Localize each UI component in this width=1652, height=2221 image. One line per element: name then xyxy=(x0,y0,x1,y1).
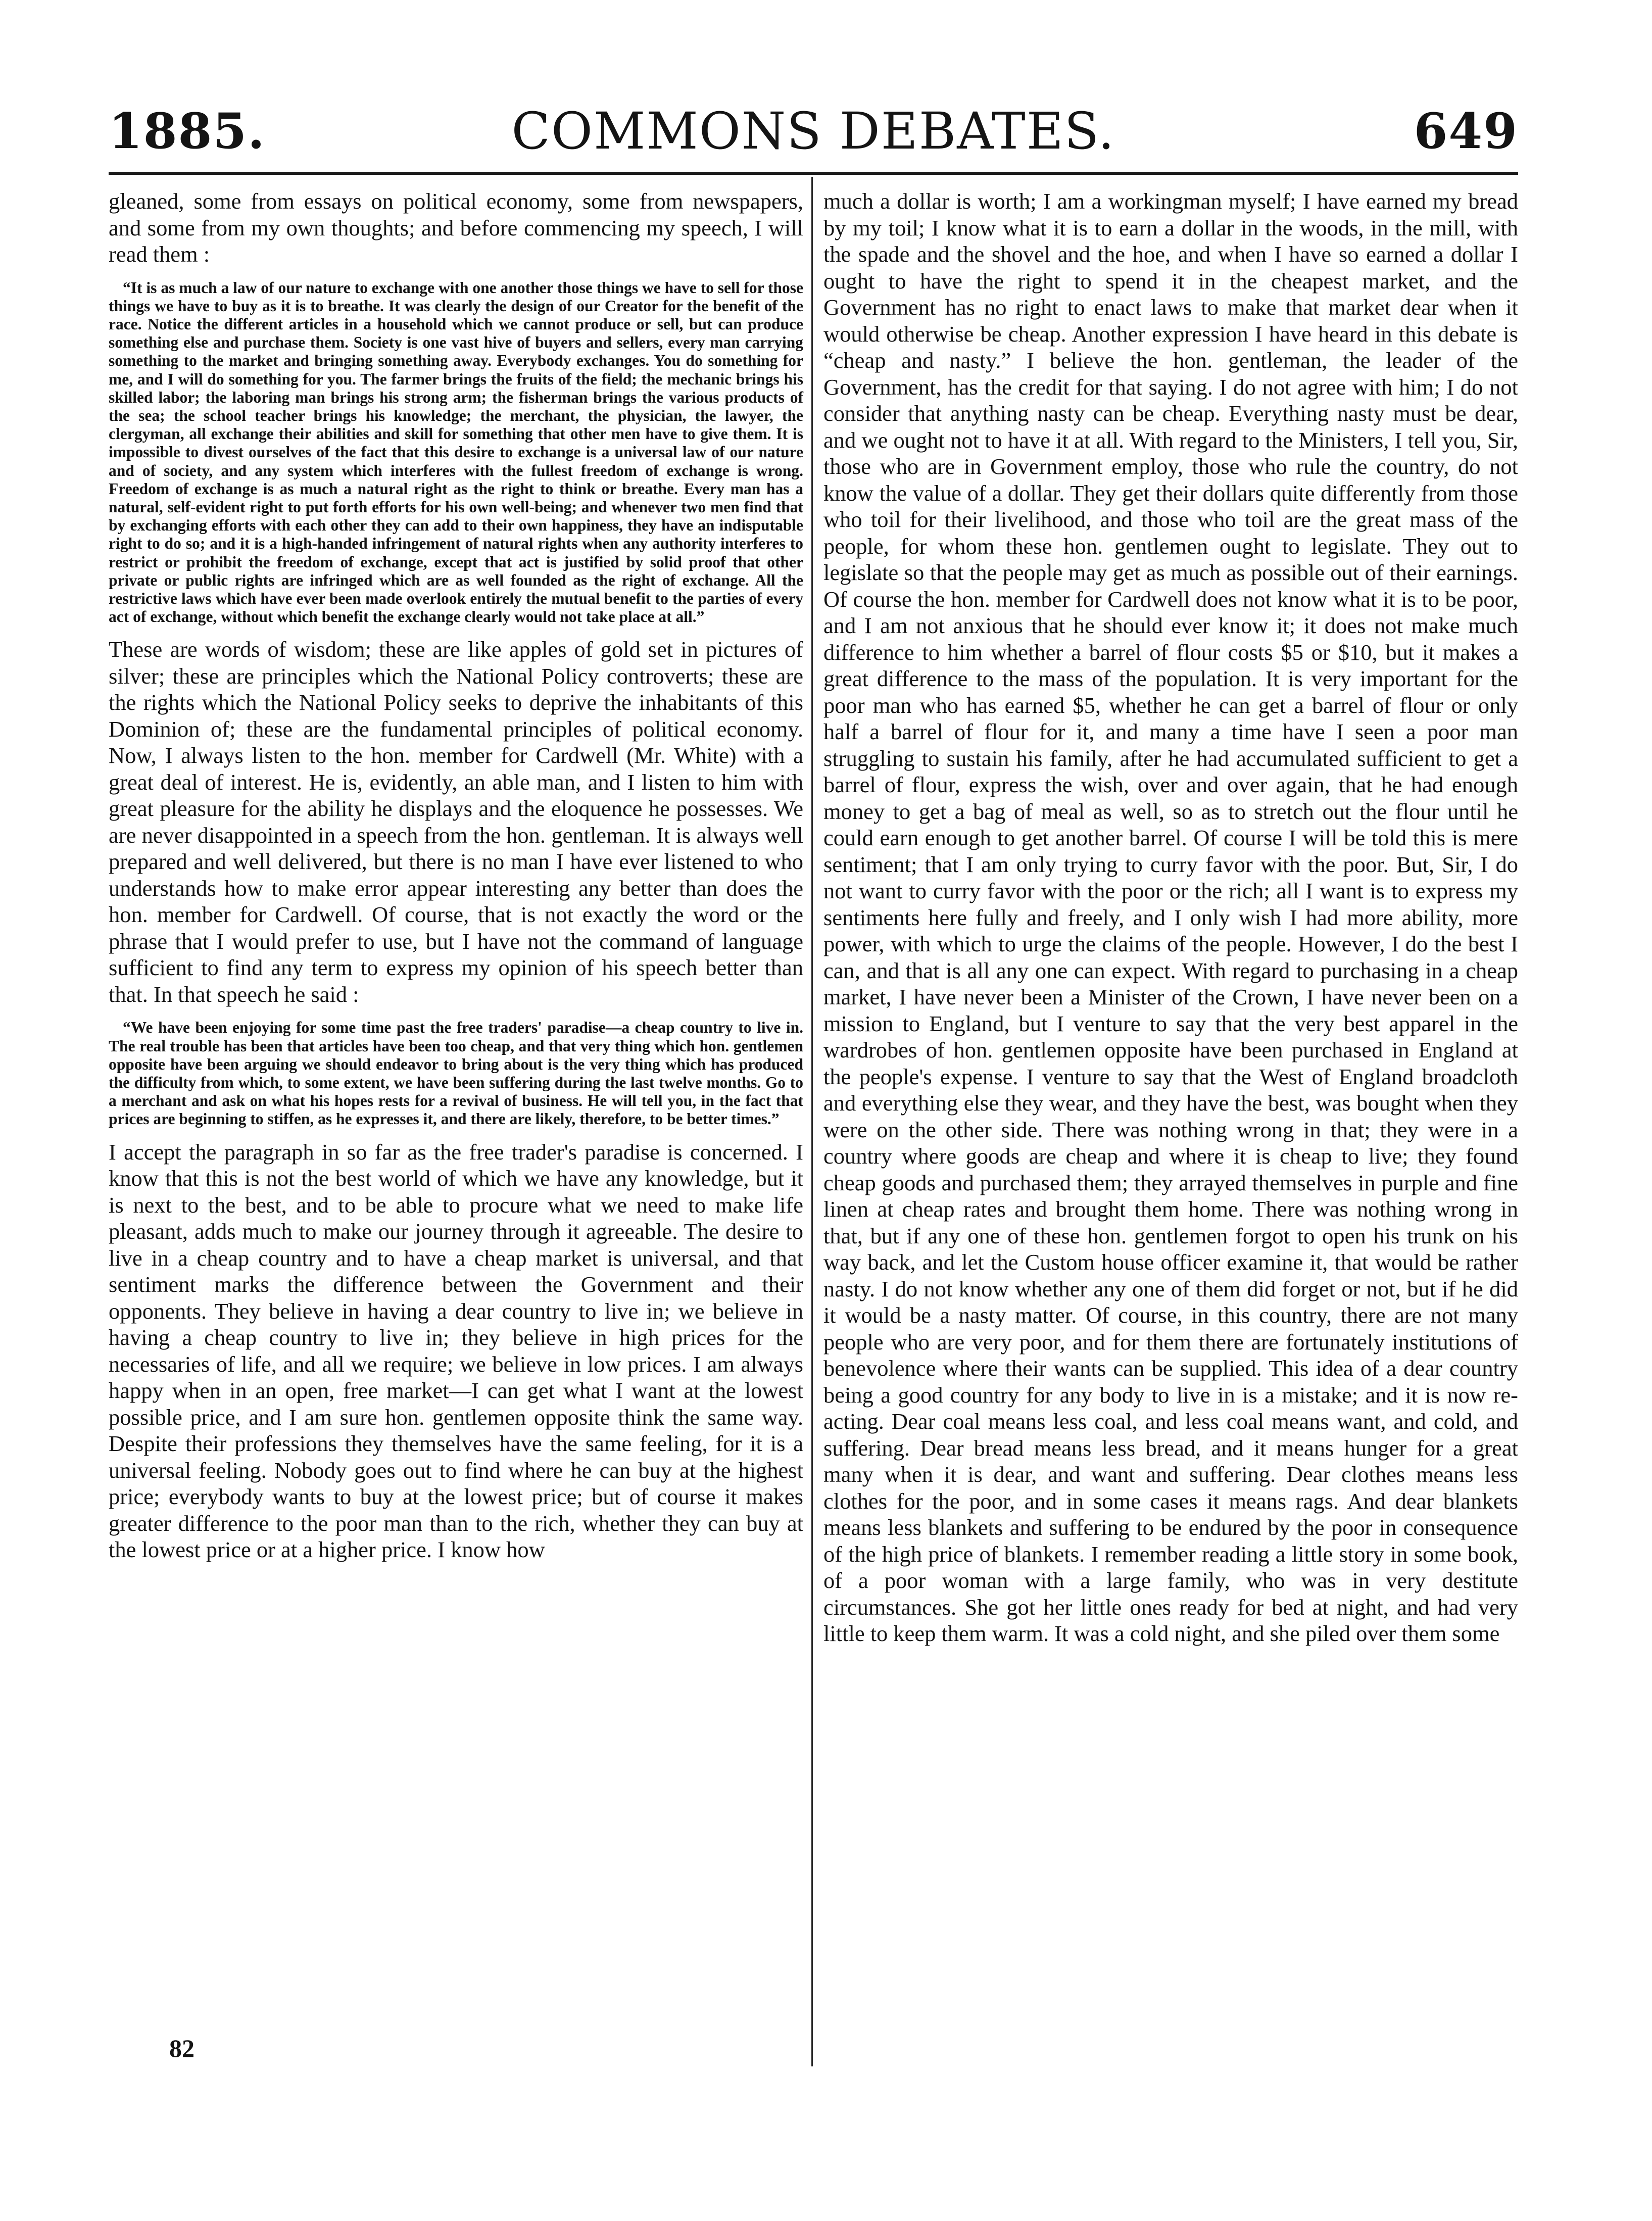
left-quote-1: “It is as much a law of our nature to exchange with one another those things we have to sell for those things we have to buy as it is to breathe. It was clearly the design of our Creator for the benefit of the race. Notice the different articles in a household which we cannot produce or sell, but can produce something else and purchase them. Society is one vast hive of buyers and sellers, every man carrying something to the market and bringing something away. Everybody exchanges. You do something for me, and I will do something for you. The farmer brings the fruits of the field; the mechanic brings his skilled labor; the laboring man brings his strong arm; the fisherman brings the various products of the sea; the school teacher brings his knowledge; the merchant, the physician, the lawyer, the clergyman, all exchange their abilities and skill for something that other men have to give them. It is impossible to divest ourselves of the fact that this desire to exchange is a universal law of our nature and of society, and any system which interferes with the fullest freedom of exchange is wrong. Freedom of exchange is as much a natural right as the right to think or breathe. Every man has a natural, self-evident right to put forth efforts for his own well-being; and whenever two men find that by exchanging efforts with each other they can add to their own happiness, they have an indisputable right to do so; and it is a high-handed infringement of natural rights when any authority interferes to restrict or prohibit the freedom of exchange, except that act is justified by solid proof that other private or public rights are infringed which are as well founded as the right of exchange. All the restrictive laws which have ever been made overlook entirely the mutual benefit to the parties of every act of exchange, without which benefit the exchange clearly would not take place at all.” xyxy=(109,278,803,626)
right-column xyxy=(823,188,1518,1647)
left-column xyxy=(109,188,803,1563)
right-paragraph-1: much a dollar is worth; I am a workingman myself; I have earned my bread by my toil; I know what it is to earn a dollar in the woods, in the mill, with the spade and the shovel and the hoe, and when I have so earned a dollar I ought to have the right to spend it in the cheapest market, and the Government has no right to enact laws to make that market dear when it would otherwise be cheap. Another expression I have heard in this debate is “cheap and nasty.” I believe the hon. gentleman, the leader of the Government, has the credit for that saying. I do not agree with him; I do not consider that anything nasty can be cheap. Everything nasty must be dear, and we ought not to have it at all. With regard to the Ministers, I tell you, Sir, those who are in Government employ, those who rule the country, do not know the value of a dollar. They get their dollars quite differently from those who toil for their livelihood, and those who toil are the great mass of the people, for whom these hon. gentlemen ought to legislate. They out to legislate so that the people may get as much as possible out of their earnings. Of course the hon. member for Cardwell does not know what it is to be poor, and I am not anxious that he should ever know it; it does not make much difference to him whether a barrel of flour costs $5 or $10, but it makes a great difference to the mass of the population. It is very important for the poor man who has earned $5, whether he can get a barrel of flour or only half a barrel of flour for it, and many a time have I seen a poor man struggling to sustain his family, after he had accumulated sufficient to get a barrel of flour, express the wish, over and over again, that he had enough money to get a bag of meal as well, so as to stretch out the flour until he could earn enough to get another barrel. Of course I will be told this is mere sentiment; that I am only trying to curry favor with the poor. But, Sir, I do not want to curry favor with the poor or the rich; all I want is to express my sentiments here fully and freely, and I only wish I had more ability, more power, with which to urge the claims of the people. However, I do the best I can, and that is all any one can expect. With regard to purchasing in a cheap market, I have never been a Minister of the Crown, I have never been on a mission to England, but I venture to say that the very best apparel in the wardrobes of hon. gentlemen opposite have been purchased in England at the people's expense. I venture to say that the West of England broadcloth and everything else they wear, and they have the best, was bought when they were on the other side. There was nothing wrong in that; they were in a country where goods are cheap and where it is cheap to live; they found cheap goods and purchased them; they arrayed themselves in purple and fine linen at cheap rates and brought them home. There was nothing wrong in that, but if any one of these hon. gentlemen forgot to open his trunk on his way back, and let the Custom house officer examine it, that would be rather nasty. I do not know whether any one of them did forget or not, but if he did it would be a nasty matter. Of course, in this country, there are not many people who are very poor, and for them there are fortunately institutions of benevolence where their wants can be supplied. This idea of a dear country being a good country for any body to live in is a mistake; and it is now re-acting. Dear coal means less coal, and less coal means want, and cold, and suffering. Dear bread means less bread, and it means hunger for a great many when it is dear, and want and suffering. Dear clothes means less clothes for the poor, and in some cases it means rags. And dear blankets means less blankets and suffering to be endured by the poor in consequence of the high price of blankets. I remember reading a little story in some book, of a poor woman with a large family, who was in very destitute circumstances. She got her little ones ready for bed at night, and had very little to keep them warm. It was a cold night, and she piled over them some xyxy=(823,188,1518,1646)
header-page-number: 649 xyxy=(1414,103,1518,160)
header-year: 1885. xyxy=(109,103,266,160)
left-quote-2: “We have been enjoying for some time past the free traders' paradise—a cheap country to live in. The real trouble has been that articles have been too cheap, and that very thing which hon. gentlemen opposite have been arguing we should endeavor to bring about is the very thing which has produced the difficulty from which, to some extent, we have been suffering during the last twelve months. Go to a merchant and ask on what his hopes rests for a revival of business. He will tell you, in the fact that prices are beginning to stiffen, as he expresses it, and there are likely, therefore, to be better times.” xyxy=(109,1019,803,1128)
page-header xyxy=(109,101,1518,169)
left-paragraph-1: gleaned, some from essays on political economy, some from newspapers, and some from my own thoughts; and before commencing my speech, I will read them : xyxy=(109,188,803,267)
header-rule xyxy=(109,172,1518,175)
signature-mark: 82 xyxy=(169,2034,195,2062)
left-paragraph-2: These are words of wisdom; these are like apples of gold set in pictures of silver; these are principles which the National Policy controverts; these are the rights which the National Policy seeks to deprive the inhabitants of this Dominion of; these are the fundamental principles of political economy. Now, I always listen to the hon. member for Cardwell (Mr. White) with a great deal of interest. He is, evidently, an able man, and I listen to him with great pleasure for the ability he displays and the eloquence he possesses. We are never disappointed in a speech from the hon. gentleman. It is always well prepared and well delivered, but there is no man I have ever listened to who understands how to make error appear interesting any better than does the hon. member for Cardwell. Of course, that is not exactly the word or the phrase that I would prefer to use, but I have not the command of language sufficient to find any term to express my opinion of his speech better than that. In that speech he said : xyxy=(109,637,803,1007)
column-divider xyxy=(811,177,813,2066)
header-title: COMMONS DEBATES. xyxy=(511,102,1115,161)
left-paragraph-3: I accept the paragraph in so far as the free trader's paradise is concerned. I know that this is not the best world of which we have any knowledge, but it is next to the best, and to be able to procure what we need to make life pleasant, adds much to make our journey through it agreeable. The desire to live in a cheap country and to have a cheap market is universal, and that sentiment marks the difference between the Government and their opponents. They believe in having a dear country to live in; we believe in having a cheap country to live in; they believe in high prices for the necessaries of life, and all we require; we believe in low prices. I am always happy when in an open, free market—I can get what I want at the lowest possible price, and I am sure hon. gentlemen opposite think the same way. Despite their professions they themselves have the same feeling, for it is a universal feeling. Nobody goes out to find where he can buy at the highest price; everybody wants to buy at the lowest price; but of course it makes greater difference to the poor man than to the rich, whether they can buy at the lowest price or at a higher price. I know how xyxy=(109,1139,803,1563)
